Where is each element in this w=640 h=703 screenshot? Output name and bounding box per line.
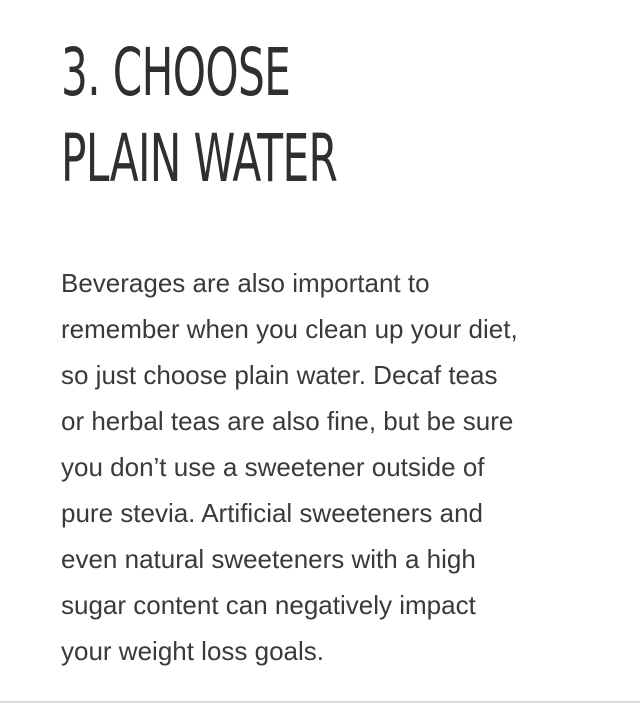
section-heading (61, 30, 419, 202)
body-line: pure stevia. Artificial sweeteners and (61, 498, 483, 528)
body-line: you don’t use a sweetener outside of (61, 452, 485, 482)
body-line: sugar content can negatively impact (61, 590, 476, 620)
body-line: so just choose plain water. Decaf teas (61, 360, 498, 390)
article (61, 30, 621, 666)
heading-line: 3. CHOOSE (61, 34, 291, 111)
heading-line: PLAIN WATER (61, 120, 338, 197)
body-line: Beverages are also important to (61, 268, 430, 298)
body-line: or herbal teas are also fine, but be sure (61, 406, 514, 436)
body-line: even natural sweeteners with a high (61, 544, 476, 574)
body-line: remember when you clean up your diet, (61, 314, 518, 344)
body-paragraph (61, 260, 601, 674)
body-line: your weight loss goals. (61, 636, 325, 666)
